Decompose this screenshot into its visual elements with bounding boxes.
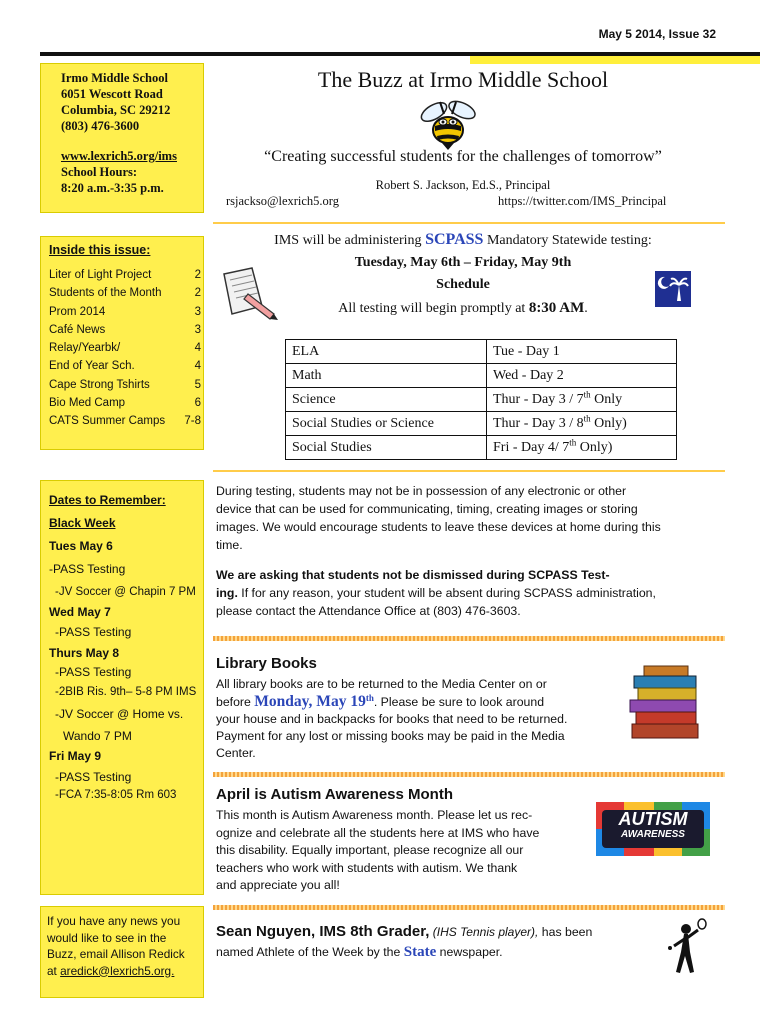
inside-item (49, 412, 201, 430)
news-text: would like to see in the (47, 930, 167, 945)
inside-item-label: Café News (49, 323, 106, 336)
day-tue: Tues May 6 (49, 539, 113, 553)
inside-item (49, 284, 201, 302)
inside-item-label: End of Year Sch. (49, 360, 135, 373)
testing-text: IMS will be administering (274, 233, 426, 248)
day-fri: Fri May 9 (49, 749, 102, 763)
section-rule (213, 222, 725, 224)
inside-list (49, 266, 201, 431)
inside-item (49, 357, 201, 375)
inside-item (49, 339, 201, 357)
inside-item-label: CATS Summer Camps (49, 415, 166, 428)
dates-heading: Dates to Remember: (49, 493, 166, 507)
table-cell-day: Fri - Day 4/ 7th Only) (487, 436, 677, 460)
event: -PASS Testing (55, 625, 132, 639)
news-text: If you have any news you (47, 914, 181, 928)
table-cell-day: Tue - Day 1 (487, 340, 677, 364)
testing-intro (213, 231, 713, 249)
table-row (286, 388, 677, 412)
inside-item-page: 6 (194, 397, 201, 410)
news-text: at (47, 963, 61, 978)
inside-item-label: Students of the Month (49, 287, 162, 300)
inside-item-label: Cape Strong Tshirts (49, 378, 150, 391)
inside-item (49, 321, 201, 339)
inside-item-label: Bio Med Camp (49, 397, 126, 410)
inside-item-page: 2 (194, 269, 201, 281)
inside-issue-box (40, 236, 204, 450)
inside-item-label: Relay/Yearbk/ (49, 342, 121, 355)
hours: 8:20 a.m.-3:35 p.m. (61, 181, 164, 195)
table-cell-subject: ELA (286, 340, 487, 364)
testing-text: . (584, 301, 588, 316)
table-cell-subject: Science (286, 388, 487, 412)
table-row (286, 412, 677, 436)
news-text: Buzz, email Allison Redick (47, 947, 185, 961)
testing-text: All testing will begin promptly at (338, 301, 529, 316)
street: 6051 Wescott Road (61, 87, 163, 101)
schedule-heading: Schedule (436, 277, 490, 292)
inside-heading: Inside this issue: (49, 243, 151, 257)
autism-paragraph: This month is Autism Awareness month. Please let us rec- ognize and celebrate all the students here at IMS who have this disability. Equally important, please recognize all our teachers who work with students with autism. We thank and appreciate you all! (216, 808, 540, 893)
sc-flag-icon (655, 271, 691, 307)
address-box (40, 63, 204, 213)
inside-item-page: 3 (194, 323, 201, 336)
testing-begin (213, 300, 713, 317)
autism-awareness-puzzle-icon (594, 800, 712, 858)
begin-time: 8:30 AM (528, 300, 585, 316)
book-stack-icon (628, 664, 700, 742)
inside-item-page: 4 (194, 360, 201, 373)
event: -PASS Testing (55, 665, 132, 679)
event: -PASS Testing (55, 770, 132, 784)
section-rule (213, 470, 725, 472)
divider (213, 636, 725, 641)
table-cell-day: Thur - Day 3 / 7th Only (487, 388, 677, 412)
principal-email[interactable]: rsjackso@lexrich5.org (226, 194, 339, 208)
inside-item-page: 3 (194, 305, 201, 318)
inside-item (49, 266, 201, 284)
testing-paragraph: During testing, students may not be in possession of any electronic or other device that can be used for communicating, timing, creating images or storing images. We would encourage students to leave these devices at home during this time. (216, 484, 661, 552)
header-rule (40, 52, 760, 56)
athlete-name: Sean Nguyen, IMS 8th Grader, (216, 923, 430, 940)
event: Wando 7 PM (63, 729, 132, 743)
inside-item-label: Liter of Light Project (49, 269, 152, 281)
twitter-link[interactable]: https://twitter.com/IMS_Principal (498, 194, 667, 208)
table-cell-subject: Social Studies or Science (286, 412, 487, 436)
table-row (286, 364, 677, 388)
event: -2BIB Ris. 9th– 5-8 PM IMS (55, 686, 197, 698)
inside-item-page: 5 (194, 378, 201, 391)
newsletter-title: The Buzz at Irmo Middle School (317, 67, 609, 92)
city: Columbia, SC 29212 (61, 103, 171, 117)
test-schedule-table (285, 339, 677, 460)
scpass-highlight: SCPASS (425, 231, 484, 248)
badge-text: AUTISM (618, 809, 688, 829)
divider (213, 905, 725, 910)
tennis-player-icon (664, 918, 710, 976)
event: -FCA 7:35-8:05 Rm 603 (55, 789, 177, 801)
week-title: Black Week (49, 516, 116, 530)
principal-name: Robert S. Jackson, Ed.S., Principal (375, 178, 551, 192)
testing-dates: Tuesday, May 6th – Friday, May 9th (354, 255, 572, 270)
inside-item (49, 376, 201, 394)
divider (213, 772, 725, 777)
state-newspaper: State (403, 944, 437, 960)
dismissal-paragraph: We are asking that students not be dismissed during SCPASS Test- ing. If for any reason, your student will be absent during SCPASS administration, please contact the Attendance Office at (803) 476-3603. (216, 568, 656, 618)
inside-item-label: Prom 2014 (49, 305, 106, 318)
phone: (803) 476-3600 (61, 119, 140, 133)
library-due-date: Monday, May 19 (254, 693, 366, 710)
issue-line: May 5 2014, Issue 32 (598, 27, 716, 41)
event: -JV Soccer @ Chapin 7 PM (55, 586, 196, 598)
inside-item (49, 394, 201, 412)
athlete-paragraph: Sean Nguyen, IMS 8th Grader, (IHS Tennis player), has been named Athlete of the Week by the State newspaper. (216, 923, 593, 960)
inside-item-page: 4 (194, 342, 201, 355)
table-cell-subject: Math (286, 364, 487, 388)
test-paper-pencil-icon (218, 264, 280, 322)
testing-text: Mandatory Statewide testing: (483, 233, 652, 248)
website-link[interactable]: www.lexrich5.org/ims (61, 149, 177, 163)
inside-item-page: 7-8 (184, 415, 201, 428)
hours-label: School Hours: (61, 165, 138, 179)
motto: “Creating successful students for the challenges of tomorrow” (264, 148, 662, 165)
news-box (40, 906, 204, 998)
badge-text: AWARENESS (621, 829, 685, 840)
inside-item (49, 303, 201, 321)
bee-mascot-icon (416, 92, 480, 152)
event: -JV Soccer @ Home vs. (55, 707, 184, 721)
school-name: Irmo Middle School (61, 71, 168, 85)
inside-item-page: 2 (194, 287, 201, 300)
table-cell-subject: Social Studies (286, 436, 487, 460)
header-accent-bar (470, 55, 760, 64)
day-wed: Wed May 7 (49, 605, 111, 619)
table-cell-day: Thur - Day 3 / 8th Only) (487, 412, 677, 436)
day-thu: Thurs May 8 (49, 646, 120, 660)
table-row (286, 340, 677, 364)
library-heading: Library Books (216, 655, 317, 672)
news-email-link[interactable]: aredick@lexrich5.org. (60, 963, 175, 978)
table-cell-day: Wed - Day 2 (487, 364, 677, 388)
library-paragraph: All library books are to be returned to the Media Center on or before Monday, May 19th. Please be sure to look around your house and in backpacks for books that need to be returned. Payment for any lost or missing books may be paid in the Media Center. (216, 677, 568, 760)
dates-box (40, 480, 204, 895)
table-row (286, 436, 677, 460)
event: -PASS Testing (49, 562, 126, 576)
autism-heading: April is Autism Awareness Month (216, 786, 453, 803)
